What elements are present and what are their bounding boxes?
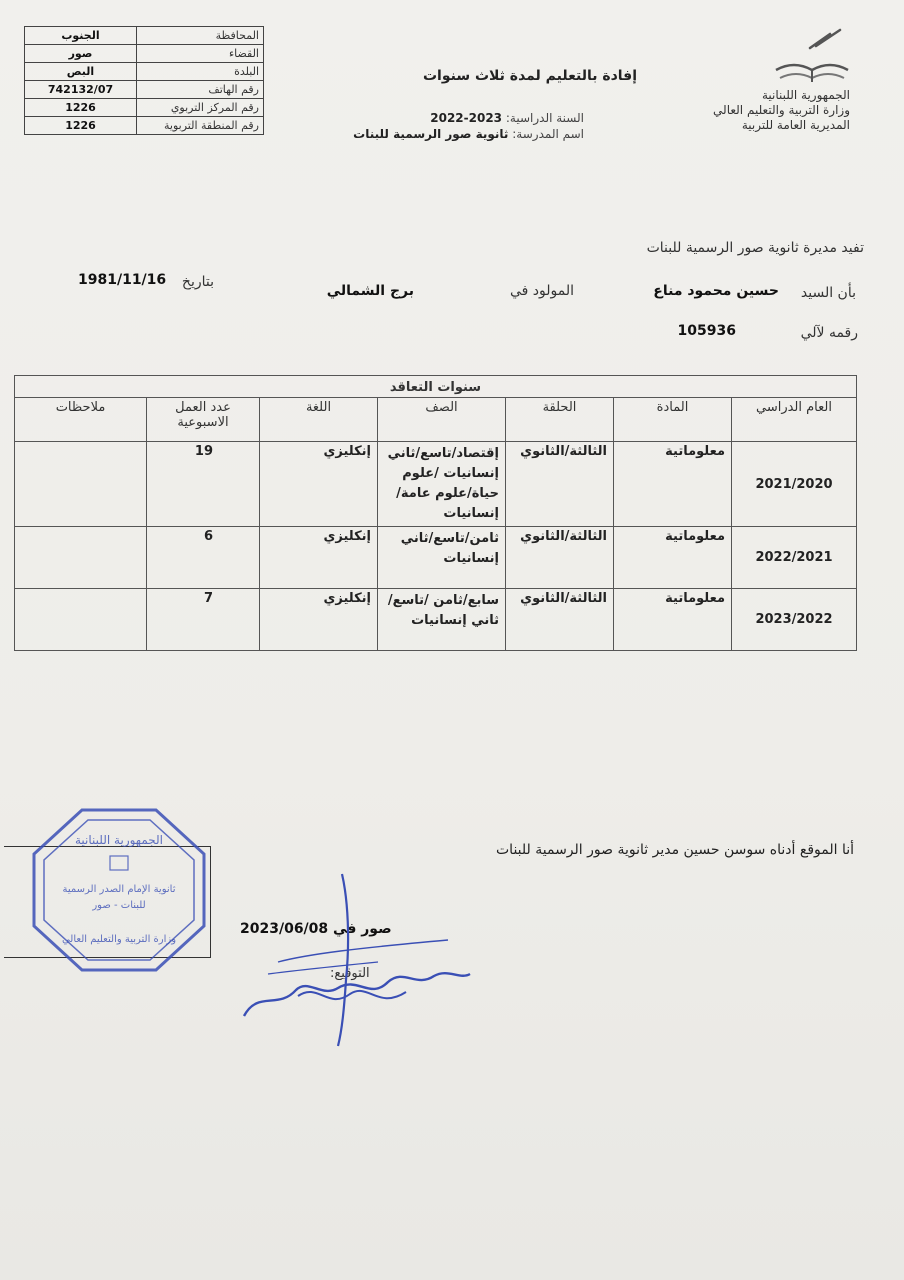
mr-label: بأن السيد (800, 285, 856, 301)
id-number: 105936 (677, 323, 736, 339)
born-label: المولود في (509, 283, 574, 299)
row-hours: 6 (147, 527, 260, 589)
stamp-line: ثانوية الإمام الصدر الرسمية (62, 884, 176, 895)
row-notes (15, 589, 147, 651)
handwritten-signature-icon (238, 870, 478, 1050)
school-line (353, 127, 584, 141)
info-value: 742132/07 (25, 81, 137, 99)
place-date: صور في 2023/06/08 (240, 921, 392, 937)
row-grade: ثامن/تاسع/ثاني إنسانيات (378, 527, 506, 589)
school-label: اسم المدرسة: (512, 127, 584, 141)
row-subject: معلوماتية (614, 442, 732, 527)
row-notes (15, 442, 147, 527)
row-cycle: الثالثة/الثانوي (506, 442, 614, 527)
row-cycle: الثالثة/الثانوي (506, 527, 614, 589)
row-language: إنكليزي (260, 527, 378, 589)
school-info-table (24, 26, 264, 135)
academic-year-line (430, 111, 584, 125)
intro-text: تفيد مديرة ثانوية صور الرسمية للبنات (646, 240, 864, 256)
row-year: 2023/2022 (732, 589, 857, 651)
info-value: 1226 (25, 99, 137, 117)
header-subject: المادة (614, 398, 732, 442)
ministry-header (713, 88, 850, 133)
info-row (25, 117, 264, 135)
info-row (25, 45, 264, 63)
info-row (25, 63, 264, 81)
contract-years-table (14, 375, 857, 651)
document-title: إفادة بالتعليم لمدة ثلاث سنوات (422, 68, 638, 84)
row-subject: معلوماتية (614, 589, 732, 651)
school-stamp-icon (30, 806, 208, 974)
ministry-line: الجمهورية اللبنانية (761, 88, 850, 102)
table-caption: سنوات التعاقد (15, 376, 857, 398)
info-value: البص (25, 63, 137, 81)
info-value: الجنوب (25, 27, 137, 45)
header-hours: عدد العمل الاسبوعية (147, 398, 260, 442)
row-language: إنكليزي (260, 589, 378, 651)
row-language: إنكليزي (260, 442, 378, 527)
stamp-line: الجمهورية اللبنانية (74, 833, 164, 847)
academic-year-label: السنة الدراسية: (505, 111, 584, 125)
row-hours: 19 (147, 442, 260, 527)
row-subject: معلوماتية (614, 527, 732, 589)
info-row (25, 81, 264, 99)
row-cycle: الثالثة/الثانوي (506, 589, 614, 651)
table-row (15, 589, 857, 651)
birthdate: 1981/11/16 (78, 272, 167, 288)
table-row (15, 442, 857, 527)
signature-label: التوقيع: (330, 966, 370, 981)
info-value: 1226 (25, 117, 137, 135)
info-row (25, 27, 264, 45)
header-grade: الصف (378, 398, 506, 442)
declaration-text: أنا الموقع أدناه سوسن حسين مدير ثانوية صور الرسمية للبنات (496, 842, 854, 858)
row-grade: إقتصاد/تاسع/ثاني إنسانيات /علوم حياة/علوم عامة/إنسانيات (378, 442, 506, 527)
header-language: اللغة (260, 398, 378, 442)
person-name: حسين محمود مناع (653, 283, 779, 299)
header-cycle: الحلقة (506, 398, 614, 442)
header-year: العام الدراسي (732, 398, 857, 442)
ministry-line: المديرية العامة للتربية (741, 118, 850, 132)
stamp-line: وزارة التربية والتعليم العالي (61, 934, 177, 945)
info-label: المحافظة (137, 27, 264, 45)
academic-year-value: 2022-2023 (430, 111, 503, 125)
stamp-line: للبنات - صور (92, 900, 146, 911)
table-row (15, 527, 857, 589)
id-label: رقمه لآلي (800, 325, 858, 341)
info-value: صور (25, 45, 137, 63)
row-year: 2022/2021 (732, 527, 857, 589)
birthplace: برج الشمالي (326, 283, 414, 299)
row-grade: سابع/ثامن /تاسع/ثاني إنسانيات (378, 589, 506, 651)
info-label: البلدة (137, 63, 264, 81)
ministry-line: وزارة التربية والتعليم العالي (713, 103, 850, 117)
row-notes (15, 527, 147, 589)
date-label: بتاريخ (181, 274, 214, 290)
info-row (25, 99, 264, 117)
row-year: 2021/2020 (732, 442, 857, 527)
info-label: رقم المنطقة التربوية (137, 117, 264, 135)
info-label: القضاء (137, 45, 264, 63)
info-label: رقم الهاتف (137, 81, 264, 99)
info-label: رقم المركز التربوي (137, 99, 264, 117)
school-value: ثانوية صور الرسمية للبنات (353, 127, 509, 141)
header-notes: ملاحظات (15, 398, 147, 442)
book-logo-icon (770, 26, 854, 86)
row-hours: 7 (147, 589, 260, 651)
